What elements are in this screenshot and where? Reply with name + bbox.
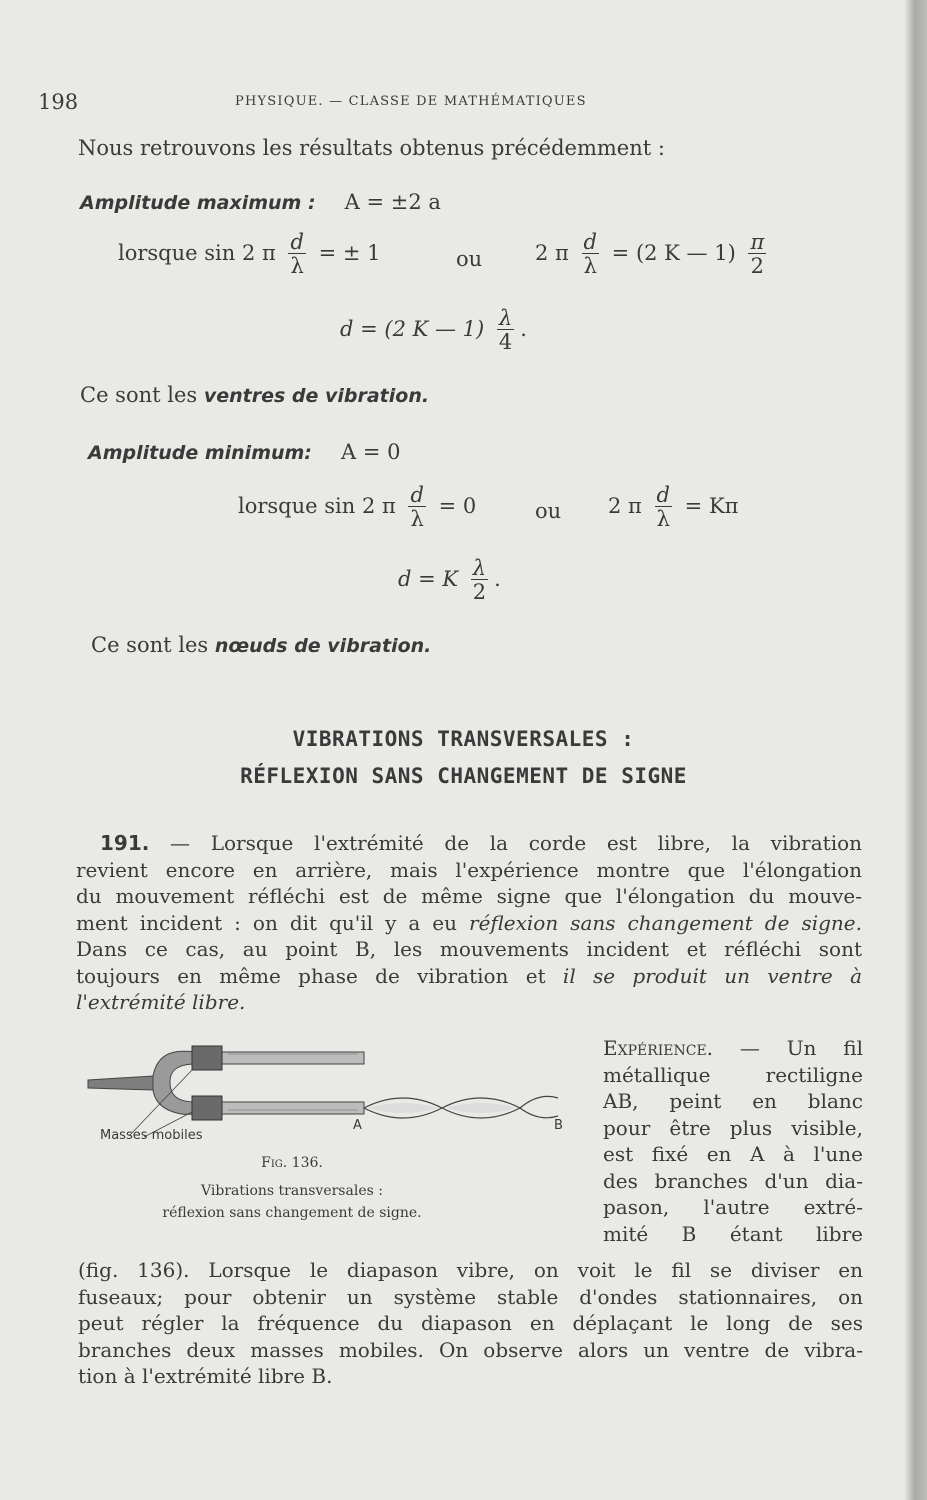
experience-line: (fig. 136). Lorsque le diapason vibre, on voit le fil se diviser en [78,1258,863,1282]
paragraph-number: 191. [100,831,150,855]
max-cond2-prefix: 2 π [535,241,569,265]
para-line: Dans ce cas, au point B, les mouvements incident et réfléchi sont [76,937,862,961]
figure-label-a: A [353,1118,362,1133]
experience-line: tion à l'extrémité libre B. [78,1364,333,1388]
fraction-denominator: λ [410,507,424,531]
max-sentence-prefix: Ce sont les [80,383,204,407]
experience-line: des branches d'un dia- [603,1168,863,1193]
fraction-denominator: 2 [750,254,765,278]
min-cond-fraction [408,485,425,530]
min-ou: ou [535,499,562,523]
min-result-suffix: . [494,567,501,591]
fraction-denominator: 4 [498,330,513,354]
max-result-fraction [497,308,514,353]
min-result-fraction [471,558,488,603]
max-cond-prefix: lorsque sin 2 π [118,241,276,265]
para-line: revient encore en arrière, mais l'expérience montre que l'élongation [76,857,862,882]
fraction-denominator: 2 [472,580,487,604]
max-result [340,308,527,353]
min-amplitude-label: Amplitude minimum: [88,442,312,464]
para-line: du mouvement réfléchi est de même signe que l'élongation du mouve- [76,884,862,908]
experience-side-column [603,1035,863,1247]
page-header [0,90,927,114]
para-line [76,830,862,857]
fraction-numerator: λ [471,558,488,580]
max-sentence-term: ventres de vibration. [203,385,430,407]
max-cond-fraction [288,232,305,277]
para-emphasis: réflexion sans changement de signe. [469,910,862,935]
fraction-denominator: λ [583,254,597,278]
experience-heading: Expérience. [603,1036,714,1060]
min-cond2-eq: = Kπ [684,494,739,518]
para-line: l'extrémité libre. [76,990,246,1014]
max-amplitude-label: Amplitude maximum : [80,192,316,214]
fraction-numerator: d [290,230,304,254]
experience-line: branches deux masses mobiles. On observe alors un ventre de vibra- [78,1337,863,1362]
max-cond2-eq: = (2 K — 1) [611,241,736,265]
experience-line: fuseaux; pour obtenir un système stable d'ondes stationnaires, on [78,1284,863,1309]
max-ou: ou [456,247,483,271]
figure-label-b: B [554,1118,563,1133]
min-amplitude-row [88,440,401,464]
page-number: 198 [38,90,79,114]
experience-line [603,1035,863,1062]
min-cond-prefix: lorsque sin 2 π [238,494,396,518]
para-line [76,963,862,990]
max-condition-2 [535,232,772,277]
experience-text: — Un fil [739,1036,863,1060]
figure-136 [78,1040,578,1230]
experience-line: métallique rectiligne [603,1062,863,1087]
fraction-numerator: d [410,483,424,507]
fraction-denominator: λ [656,507,670,531]
section-title-line-1: VIBRATIONS TRANSVERSALES : [292,727,635,751]
min-cond2-prefix: 2 π [608,494,642,518]
max-cond2-pi-fraction [748,232,766,277]
para-text: ment incident : on dit qu'il y a eu [76,910,470,935]
fraction-numerator: λ [497,308,514,330]
fraction-denominator: λ [290,254,304,278]
experience-line: peut régler la fréquence du diapason en déplaçant le long de ses [78,1311,863,1335]
max-condition-1 [118,232,381,277]
min-sentence-prefix: Ce sont les [91,633,215,657]
para-line [76,910,862,937]
para-text: — Lorsque l'extrémité de la corde est libre, la vibration [170,831,863,855]
figure-caption-line-1: Vibrations transversales : [201,1183,383,1199]
paragraph-191 [76,830,862,1016]
experience-line: est fixé en A à l'une [603,1142,863,1166]
max-result-prefix: d = (2 K — 1) [340,317,485,341]
min-result [398,558,501,603]
min-cond2-fraction [655,485,672,530]
figure-number-text: Fig. 136. [261,1155,323,1171]
max-amplitude-row [80,190,441,214]
figure-caption-line-2: réflexion sans changement de signe. [162,1205,422,1221]
experience-line: pour être plus visible, [603,1115,863,1140]
experience-line: mité B étant libre [603,1221,863,1246]
section-title-line-2: RÉFLEXION SANS CHANGEMENT DE SIGNE [240,764,687,788]
min-amplitude-value: A = 0 [341,440,401,464]
max-sentence [80,383,429,407]
para-text: toujours en même phase de vibration et [76,963,563,988]
min-sentence-term: nœuds de vibration. [214,635,432,657]
max-cond2-fraction [582,232,599,277]
min-result-prefix: d = K [398,567,459,591]
max-result-suffix: . [520,317,527,341]
min-cond-eq: = 0 [438,494,477,518]
running-head: PHYSIQUE. — CLASSE DE MATHÉMATIQUES [235,94,587,109]
min-sentence [91,633,431,657]
figure-label-masses: Masses mobiles [100,1128,203,1143]
max-amplitude-value: A = ±2 a [344,190,441,214]
figure-number [78,1155,506,1171]
para-emphasis: il se produit un ventre à [562,963,862,988]
max-cond-eq: = ± 1 [318,241,381,265]
fraction-numerator: d [656,483,670,507]
experience-line: AB, peint en blanc [603,1089,863,1113]
fraction-numerator: π [750,230,765,254]
intro-line: Nous retrouvons les résultats obtenus précédemment : [78,136,665,160]
min-condition-1 [238,485,476,530]
fraction-numerator: d [583,230,597,254]
experience-line: pason, l'autre extré- [603,1195,863,1219]
min-condition-2 [608,485,738,530]
experience-continuation [78,1257,863,1390]
